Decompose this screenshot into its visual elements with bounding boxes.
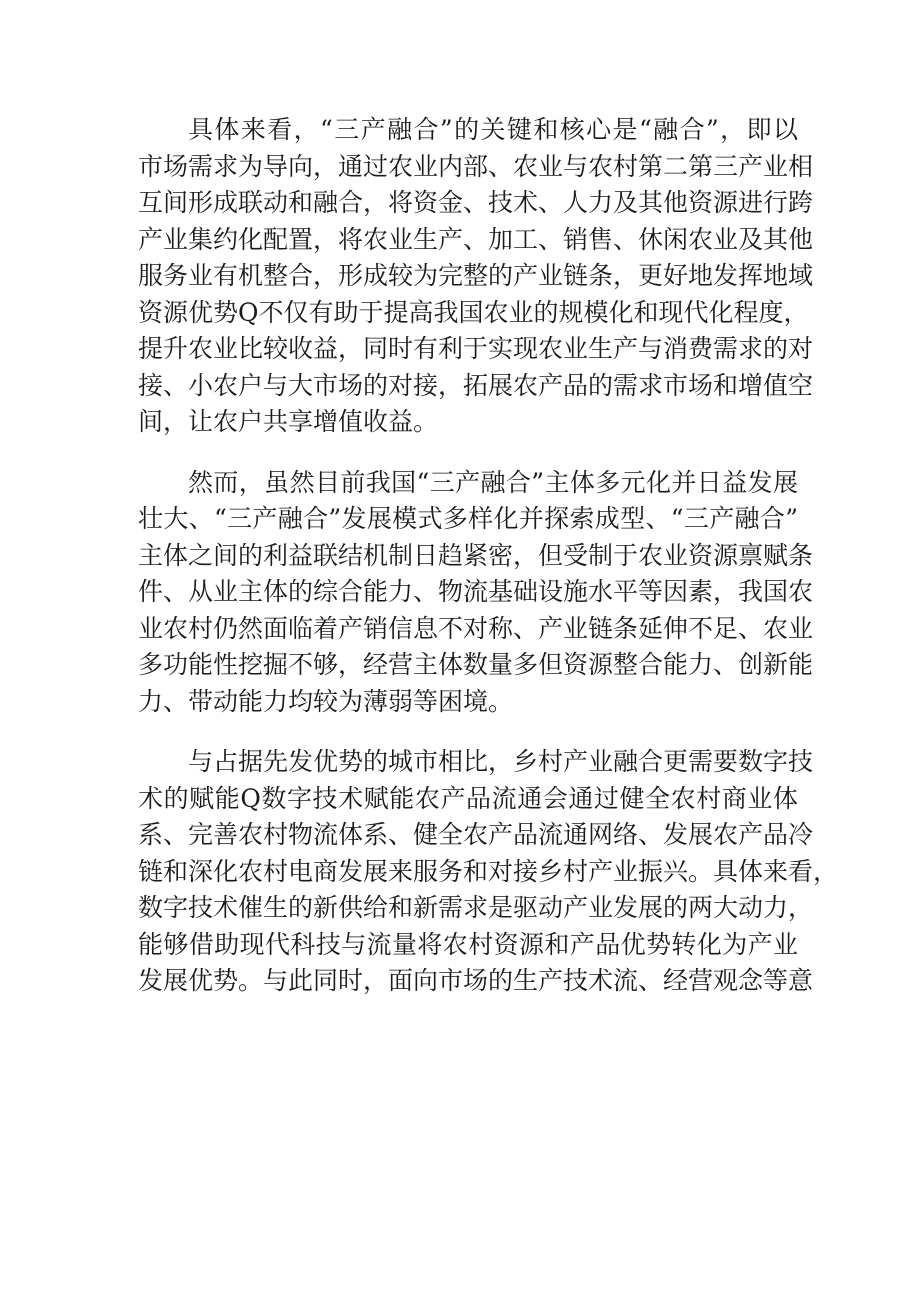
text-line: 然而，虽然目前我国“三产融合”主体多元化并日益发展 [188,467,798,497]
text-line: 产业集约化配置，将农业生产、加工、销售、休闲农业及其他 [138,224,814,254]
text-line: 能够借助现代科技与流量将农村资源和产品优势转化为产业 [138,929,798,959]
paragraph-2 [138,465,814,721]
document-body [138,112,839,1000]
text-line: 系、完善农村物流体系、健全农产品流通网络、发展农产品冷 [138,820,814,849]
text-line: 具体来看，“三产融合”的关键和核心是“融合”，即以 [188,115,798,144]
text-line: 与占据先发优势的城市相比，乡村产业融合更需要数字技 [188,747,814,776]
text-line: 壮大、“三产融合”发展模式多样化并探索成型、“三产融合” [138,504,798,533]
paragraph-1 [138,112,814,441]
text-line: 互间形成联动和融合，将资金、技术、人力及其他资源进行跨 [138,188,814,217]
text-line: 件、从业主体的综合能力、物流基础设施水平等因素，我国农 [138,577,814,606]
paragraph-3 [138,744,839,1000]
text-line: 主体之间的利益联结机制日趋紧密，但受制于农业资源禀赋条 [138,540,814,570]
text-line: 提升农业比较收益，同时有利于实现农业生产与消费需求的对 [138,334,814,363]
text-line: 间，让农户共享增值收益。 [138,407,439,436]
text-line: 数字技术催生的新供给和新需求是驱动产业发展的两大动力， [138,893,814,922]
text-line: 发展优势。与此同时，面向市场的生产技术流、经营观念等意 [138,966,814,995]
paragraph-spacer [138,441,798,465]
text-line: 力、带动能力均较为薄弱等困境。 [138,686,514,716]
text-line: 资源优势Q不仅有助于提高我国农业的规模化和现代化程度， [138,297,809,327]
text-line: 市场需求为导向，通过农业内部、农业与农村第二第三产业相 [138,151,814,181]
text-line: 接、小农户与大市场的对接，拓展农产品的需求市场和增值空 [138,370,814,400]
text-line: 链和深化农村电商发展来服务和对接乡村产业振兴。具体来看， [138,856,839,886]
text-line: 服务业有机整合，形成较为完整的产业链条，更好地发挥地域 [138,261,814,290]
paragraph-spacer [138,720,798,744]
text-line: 业农村仍然面临着产销信息不对称、产业链条延伸不足、农业 [138,613,814,643]
text-line: 多功能性挖掘不够，经营主体数量多但资源整合能力、创新能 [138,650,814,679]
text-line: 术的赋能Q数字技术赋能农产品流通会通过健全农村商业体 [138,783,798,813]
